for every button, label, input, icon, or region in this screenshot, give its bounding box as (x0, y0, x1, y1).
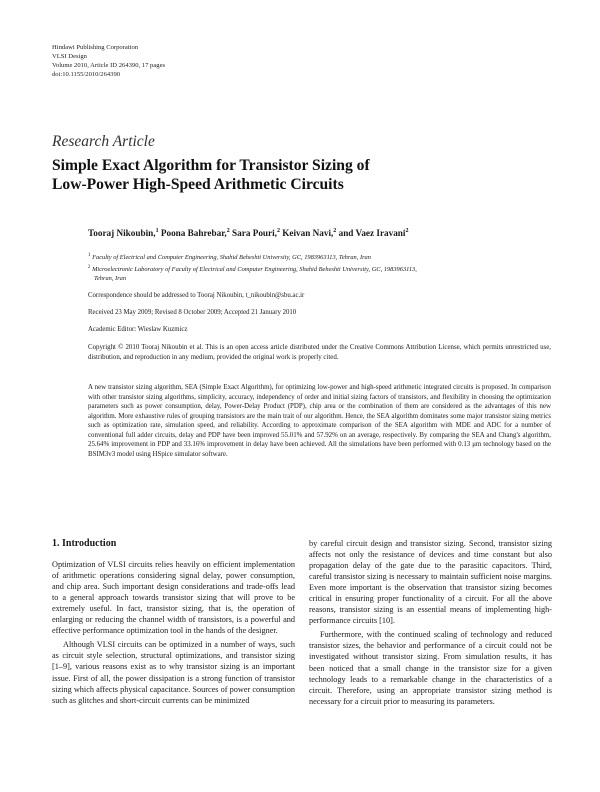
correspondence: Correspondence should be addressed to Tooraj Nikoubin, t_nikoubin@sbu.ac.ir (88, 292, 305, 299)
doi: doi:10.1155/2010/264390 (52, 71, 121, 78)
author-affiliation-mark: 1 (155, 228, 159, 234)
abstract: A new transistor sizing algorithm, SEA (Simple Exact Algorithm), for optimizing low-power and high-speed arithmetic integrated circuits is proposed. In comparison with other transistor sizing algorithms, simplicity, accuracy, independency of order and initial sizing factors of transistors, and flexibility in choosing the optimization parameters such as power consumption, delay, Power-Delay Product (PDP), chip area or the combination of them are considered as the advantages of this new algorithm. More exhaustive rules of grouping transistors are the main trait of our algorithm. Hence, the SEA algorithm dominates some major transistor sizing metrics such as optimization rate, simulation speed, and reliability. According to approximate comparison of the SEA algorithm with MDE and ADC for a number of conventional full adder circuits, delay and PDP have been improved 55.01% and 57.92% on an average, respectively. By comparing the SEA and Chang's algorithm, 25.64% improvement in PDP and 33.16% improvement in delay have been achieved. All the simulations have been performed with 0.13 μm technology based on the BSIM3v3 model using HSpice simulator software. (88, 384, 551, 458)
paper-title (52, 156, 552, 194)
author-affiliation-mark: 2 (405, 228, 409, 234)
paragraph: by careful circuit design and transistor sizing. Second, transistor sizing affects not only the resistance of devices and time constant but also propagation delay of the gate due to the parasitic capacitors. Third, careful transistor sizing is necessary to maintain sufficient noise margins. Even more important is the observation that transistor sizing becomes critical in ensuring proper functionality of a circuit. For all the above reasons, transistor sizing is an essential means of implementing high-performance circuits [10]. (309, 539, 552, 626)
title-line-2: Low-Power High-Speed Arithmetic Circuits (52, 176, 344, 193)
paragraph: Furthermore, with the continued scaling of technology and reduced transistor sizes, the behavior and performance of a circuit could not be investigated without transistor sizing. From simulation results, it has been noticed that a small change in the transistor size for a given technology leads to a remarkable change in the characteristics of a circuit. Therefore, using an appropriate transistor sizing method is necessary for a circuit prior to measuring its parameters. (309, 630, 552, 706)
affiliation-2-continued: Tehran, Iran (94, 275, 127, 283)
body-column-right (309, 538, 552, 707)
section-heading: 1. Introduction (52, 538, 117, 549)
author-name: Poona Bahrebar, (158, 228, 227, 238)
author-affiliation-mark: 2 (333, 228, 337, 234)
author-affiliation-mark: 2 (226, 228, 230, 234)
paragraph: Optimization of VLSI circuits relies heavily on efficient implementation of arithmetic operations considering signal delay, power consumption, and chip area. Such important design considerations and trade-offs lead to a general approach towards transistor sizing that will prove to be extremely useful. In fact, transistor sizing, that is, the operation of enlarging or reducing the channel width of transistors, is a powerful and effective performance optimization tool in the hands of the designer. (52, 560, 295, 636)
author-affiliation-mark: 2 (276, 228, 280, 234)
author-name: Keivan Navi, (279, 228, 334, 238)
author-list (88, 228, 408, 238)
affiliation-2: $^2$ Microelectronic Laboratory of Faculty of Electrical and Computer Engineering, Shahid Beheshti University, GC, 1983963113, (88, 264, 417, 273)
author-name: and Vaez Iravani (336, 228, 406, 238)
journal-name: VLSI Design (52, 53, 87, 60)
affiliation-1: $^1$ Faculty of Electrical and Computer Engineering, Shahid Beheshti University, GC, 1983963113, Tehran, Iran (88, 253, 371, 261)
journal-masthead (52, 43, 165, 79)
volume-info: Volume 2010, Article ID 264390, 17 pages (52, 62, 166, 69)
academic-editor: Academic Editor: Wieslaw Kuzmicz (88, 326, 188, 333)
publisher-name: Hindawi Publishing Corporation (52, 44, 139, 51)
author-name: Tooraj Nikoubin, (88, 228, 156, 238)
submission-dates: Received 23 May 2009; Revised 8 October 2009; Accepted 21 January 2010 (88, 309, 297, 316)
article-type: Research Article (52, 133, 155, 150)
affiliations (88, 251, 548, 284)
title-line-1: Simple Exact Algorithm for Transistor Sizing of (52, 157, 370, 174)
copyright-notice: Copyright © 2010 Tooraj Nikoubin et al. This is an open access article distributed under the Creative Commons Attribution License, which permits unrestricted use, distribution, and reproduction in any medium, provided the original work is properly cited. (88, 344, 551, 361)
body-column-left (52, 538, 295, 706)
paragraph: Although VLSI circuits can be optimized in a number of ways, such as circuit style selection, structural optimizations, and transistor sizing [1–9], various reasons exist as to why transistor sizing is an important issue. First of all, the power dissipation is a strong function of transistor sizing which affects physical capacitance. Sources of power consumption such as glitches and short-circuit currents can be minimized (52, 640, 295, 705)
author-name: Sara Pouri, (229, 228, 277, 238)
